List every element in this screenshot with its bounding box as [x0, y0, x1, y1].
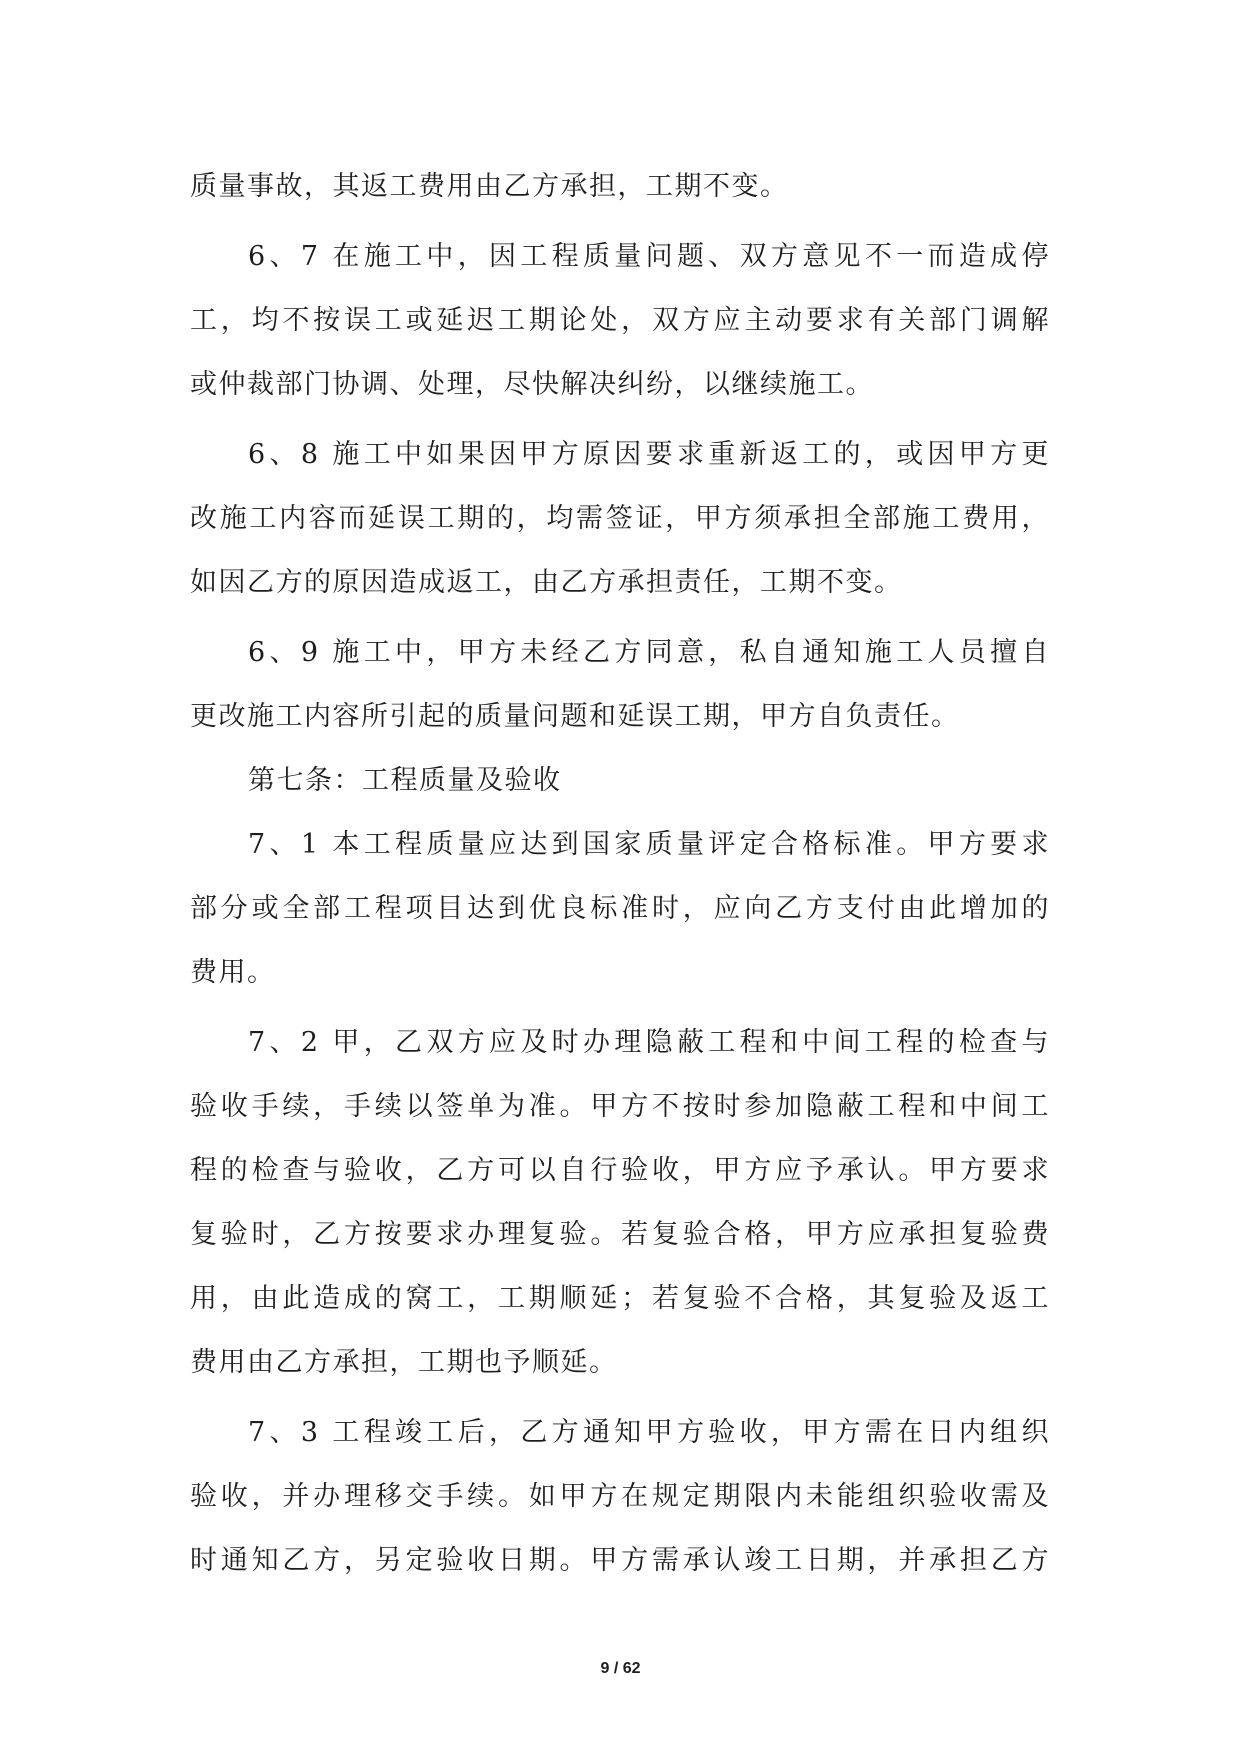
text-line: 程的检查与验收，乙方可以自行验收，甲方应予承认。甲方要求: [190, 1155, 1050, 1186]
text-line: 质量事故，其返工费用由乙方承担，工期不变。: [190, 171, 789, 202]
section-heading: 第七条：工程质量及验收: [248, 765, 562, 796]
text-line: 用，由此造成的窝工，工期顺延；若复验不合格，其复验及返工: [190, 1283, 1050, 1314]
text-line: 如因乙方的原因造成返工，由乙方承担责任，工期不变。: [190, 567, 903, 598]
text-line: 7、3 工程竣工后，乙方通知甲方验收，甲方需在日内组织: [248, 1417, 1050, 1448]
text-line: 费用由乙方承担，工期也予顺延。: [190, 1347, 618, 1378]
text-line: 或仲裁部门协调、处理，尽快解决纠纷，以继续施工。: [190, 369, 874, 400]
text-line: 工，均不按误工或延迟工期论处，双方应主动要求有关部门调解: [190, 305, 1050, 336]
text-line: 6、9 施工中，甲方未经乙方同意，私自通知施工人员擅自: [248, 637, 1050, 668]
text-line: 7、1 本工程质量应达到国家质量评定合格标准。甲方要求: [248, 829, 1050, 860]
document-body: [190, 155, 1050, 1593]
text-line: 费用。: [190, 957, 276, 988]
text-line: 复验时，乙方按要求办理复验。若复验合格，甲方应承担复验费: [190, 1219, 1050, 1250]
text-line: 部分或全部工程项目达到优良标准时，应向乙方支付由此增加的: [190, 893, 1050, 924]
text-line: 验收手续，手续以签单为准。甲方不按时参加隐蔽工程和中间工: [190, 1091, 1050, 1122]
text-line: 改施工内容而延误工期的，均需签证，甲方须承担全部施工费用，: [190, 503, 1050, 534]
text-line: 6、7 在施工中，因工程质量问题、双方意见不一而造成停: [248, 241, 1050, 272]
text-line: 7、2 甲，乙双方应及时办理隐蔽工程和中间工程的检查与: [248, 1027, 1050, 1058]
text-line: 更改施工内容所引起的质量问题和延误工期，甲方自负责任。: [190, 701, 960, 732]
text-line: 6、8 施工中如果因甲方原因要求重新返工的，或因甲方更: [248, 439, 1050, 470]
text-line: 时通知乙方，另定验收日期。甲方需承认竣工日期，并承担乙方: [190, 1545, 1050, 1576]
page-number: 9 / 62: [600, 1660, 641, 1677]
text-line: 验收，并办理移交手续。如甲方在规定期限内未能组织验收需及: [190, 1481, 1050, 1512]
